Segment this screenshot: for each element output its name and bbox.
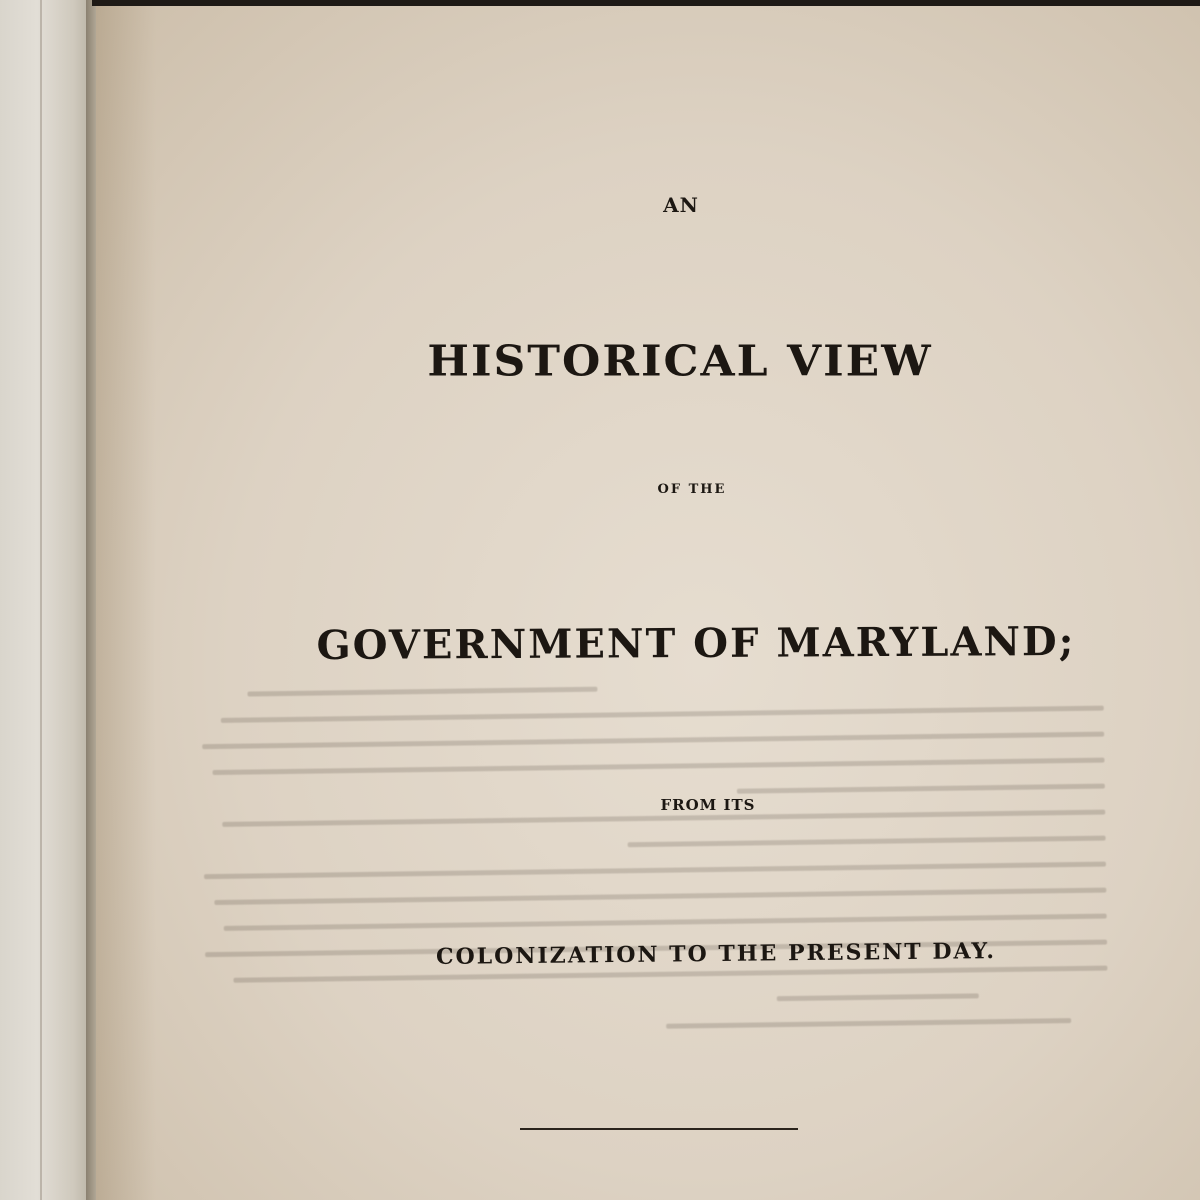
main-title: HISTORICAL VIEW <box>427 337 933 386</box>
bleed-through-text <box>183 680 1108 1063</box>
title-subject: GOVERNMENT OF MARYLAND; <box>316 618 1076 669</box>
title-article: AN <box>663 193 699 217</box>
title-page <box>96 6 1200 1200</box>
title-rule <box>520 1128 798 1130</box>
title-from: FROM ITS <box>660 796 756 814</box>
title-period: COLONIZATION TO THE PRESENT DAY. <box>435 938 997 970</box>
title-connector: OF THE <box>657 482 727 497</box>
page-edge <box>40 0 42 1200</box>
facing-page <box>0 0 92 1200</box>
